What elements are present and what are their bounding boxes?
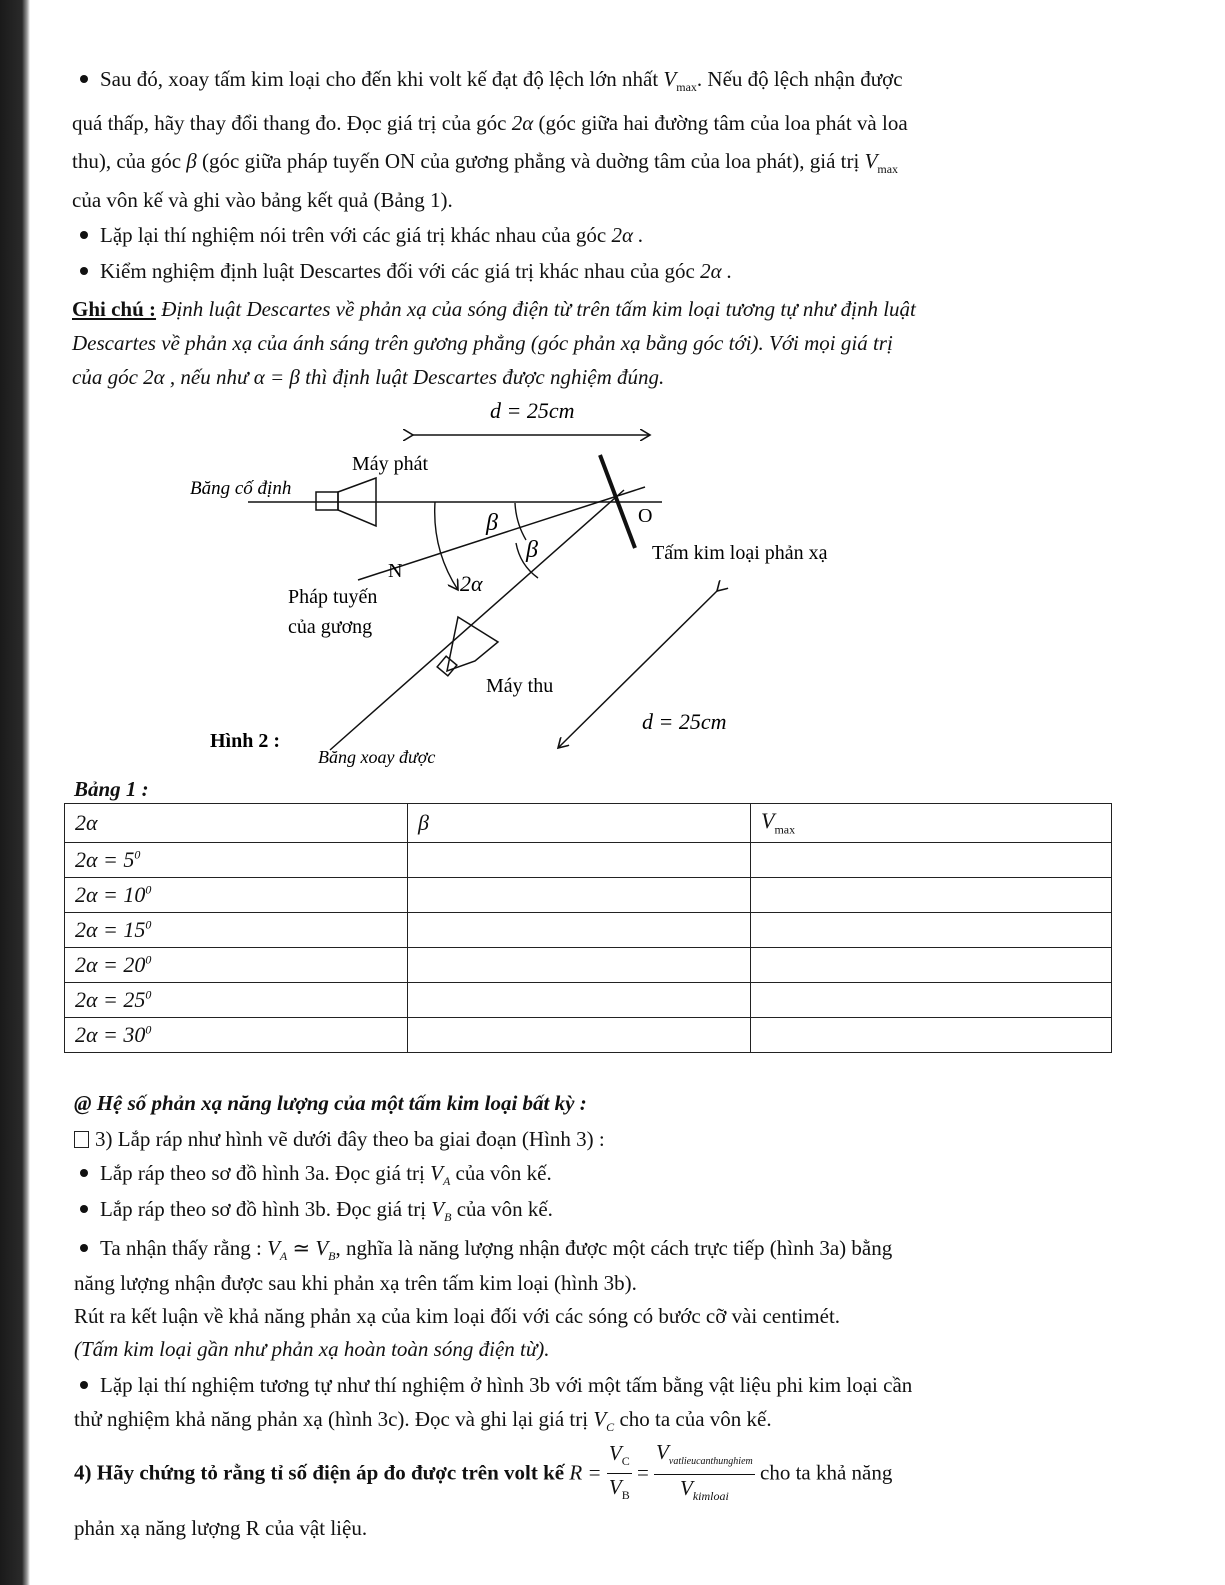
table-title: Bảng 1 : — [74, 777, 149, 801]
paragraph-line: quá thấp, hãy thay đổi thang đo. Đọc giá trị của góc 2α (góc giữa hai đường tâm của loa phát và loa — [72, 111, 908, 135]
header-vmax: $V_{max}$ — [751, 804, 1112, 843]
normal-label-line2: của gương — [288, 616, 373, 638]
rotating-bar-label: Băng xoay được — [318, 747, 436, 767]
fixed-bar-label: Băng cố định — [190, 478, 292, 499]
bullet-icon — [80, 75, 88, 83]
vmax-cell[interactable] — [751, 878, 1112, 913]
step-4: 4) Hãy chứng tỏ rằng tỉ số điện áp đo được trên volt kế R = $\frac{V_C}{V_B}$ = $\frac{V_{vatlieucanthunghiem}}{V_{kimloai}}$ cho ta khả năng — [74, 1440, 892, 1509]
metal-plate-label: Tấm kim loại phản xạ — [652, 542, 828, 564]
paragraph-line: thử nghiệm khả năng phản xạ (hình 3c). Đọc và ghi lại giá trị $V_C$ cho ta của vôn kế. — [74, 1407, 772, 1435]
section-heading: @ Hệ số phản xạ năng lượng của một tấm kim loại bất kỳ : — [74, 1091, 587, 1115]
vmax-cell[interactable] — [751, 1018, 1112, 1053]
fraction-material-metal: $\frac{V_{vatlieucanthunghiem}}{V_{kimloai}}$ — [656, 1440, 753, 1504]
note-line: Descartes về phản xạ của ánh sáng trên gương phẳng (góc phản xạ bằng góc tới). Với mọi giá trị — [72, 331, 893, 355]
note-line: của góc 2α , nếu như α = β thì định luật Descartes được nghiệm đúng. — [72, 365, 665, 389]
beta-cell[interactable] — [408, 843, 751, 878]
beta-cell[interactable] — [408, 983, 751, 1018]
bullet-item: Kiểm nghiệm định luật Descartes đối với các giá trị khác nhau của góc 2α . — [80, 258, 732, 284]
angle-cell: $2\alpha = 20^0$ — [65, 948, 408, 983]
beta-label-1: β — [486, 510, 498, 536]
two-alpha-arc — [435, 502, 458, 590]
rotating-bar-line — [330, 490, 624, 750]
step-3: 3) Lắp ráp như hình vẽ dưới đây theo ba giai đoạn (Hình 3) : — [74, 1126, 605, 1152]
fraction-vc-vb: $\frac{V_C}{V_B}$ — [608, 1441, 630, 1503]
beta-cell[interactable] — [408, 878, 751, 913]
bullet-icon — [80, 267, 88, 275]
bullet-icon — [80, 1205, 88, 1213]
checkbox-icon[interactable] — [74, 1131, 89, 1148]
bullet-icon — [80, 1244, 88, 1252]
formula-r: R = — [569, 1460, 602, 1485]
paragraph-line: Sau đó, xoay tấm kim loại cho đến khi volt kế đạt độ lệch lớn nhất $V_{max}$. Nếu độ lệch nhận được — [80, 66, 903, 100]
table-row — [65, 878, 1112, 913]
bullet-item: Lắp ráp theo sơ đồ hình 3b. Đọc giá trị $V_B$ của vôn kế. — [80, 1196, 553, 1230]
point-n-label: N — [388, 560, 403, 582]
paragraph-line: (Tấm kim loại gần như phản xạ hoàn toàn sóng điện từ). — [74, 1337, 550, 1361]
table-row — [65, 913, 1112, 948]
bullet-icon — [80, 1381, 88, 1389]
angle-cell: $2\alpha = 25^0$ — [65, 983, 408, 1018]
figure-2-diagram — [180, 395, 880, 775]
bullet-item: Lặp lại thí nghiệm tương tự như thí nghiệm ở hình 3b với một tấm bằng vật liệu phi kim loại cần — [80, 1372, 912, 1398]
beta-label-2: β — [526, 537, 538, 563]
paragraph-line: của vôn kế và ghi vào bảng kết quả (Bảng 1). — [72, 188, 453, 212]
vmax-cell[interactable] — [751, 913, 1112, 948]
angle-cell: $2\alpha = 5^0$ — [65, 843, 408, 878]
distance-label-top: d = 25cm — [490, 398, 575, 423]
emitter-body-icon — [316, 492, 338, 510]
results-table — [64, 803, 1112, 1053]
table-row — [65, 948, 1112, 983]
paragraph-line: năng lượng nhận được sau khi phản xạ trên tấm kim loại (hình 3b). — [74, 1271, 637, 1295]
normal-label-line1: Pháp tuyến — [288, 586, 378, 608]
table-row — [65, 1018, 1112, 1053]
beta-cell[interactable] — [408, 948, 751, 983]
point-o-label: O — [638, 505, 653, 527]
two-alpha-label: 2α — [460, 571, 483, 596]
bullet-icon — [80, 231, 88, 239]
page-edge-shadow — [0, 0, 30, 1585]
bullet-item: Lắp ráp theo sơ đồ hình 3a. Đọc giá trị $V_A$ của vôn kế. — [80, 1160, 552, 1194]
table-row — [65, 983, 1112, 1018]
emitter-label: Máy phát — [352, 453, 429, 475]
bullet-icon — [80, 1169, 88, 1177]
paragraph-line: Rút ra kết luận về khả năng phản xạ của kim loại đối với các sóng có bước cỡ vài centimét. — [74, 1304, 841, 1328]
bullet-item: Lặp lại thí nghiệm nói trên với các giá trị khác nhau của góc 2α . — [80, 222, 643, 248]
header-beta: β — [408, 804, 751, 843]
receiver-body-icon — [437, 656, 457, 676]
vmax-cell[interactable] — [751, 948, 1112, 983]
receiver-label: Máy thu — [486, 675, 554, 697]
note-line: Ghi chú : Định luật Descartes về phản xạ của sóng điện từ trên tấm kim loại tương tự như định luật — [72, 297, 916, 321]
angle-cell: $2\alpha = 10^0$ — [65, 878, 408, 913]
beta-cell[interactable] — [408, 1018, 751, 1053]
vmax-cell[interactable] — [751, 843, 1112, 878]
angle-cell: $2\alpha = 15^0$ — [65, 913, 408, 948]
beta-arc-1 — [515, 503, 526, 540]
angle-cell: $2\alpha = 30^0$ — [65, 1018, 408, 1053]
distance-label-right: d = 25cm — [642, 709, 727, 734]
table-header-row — [65, 804, 1112, 843]
figure-caption: Hình 2 : — [210, 730, 281, 752]
paragraph-line: phản xạ năng lượng R của vật liệu. — [74, 1516, 368, 1540]
beta-cell[interactable] — [408, 913, 751, 948]
vmax-cell[interactable] — [751, 983, 1112, 1018]
table-row — [65, 843, 1112, 878]
bullet-item: Ta nhận thấy rằng : $V_A$ ≃ $V_B$, nghĩa là năng lượng nhận được một cách trực tiếp (hình 3a) bằng — [80, 1235, 892, 1269]
note-label: Ghi chú : — [72, 297, 157, 321]
header-two-alpha: 2α — [65, 804, 408, 843]
paragraph-line: thu), của góc β (góc giữa pháp tuyến ON của gương phẳng và duờng tâm của loa phát), giá trị $V_{max}$ — [72, 149, 899, 177]
